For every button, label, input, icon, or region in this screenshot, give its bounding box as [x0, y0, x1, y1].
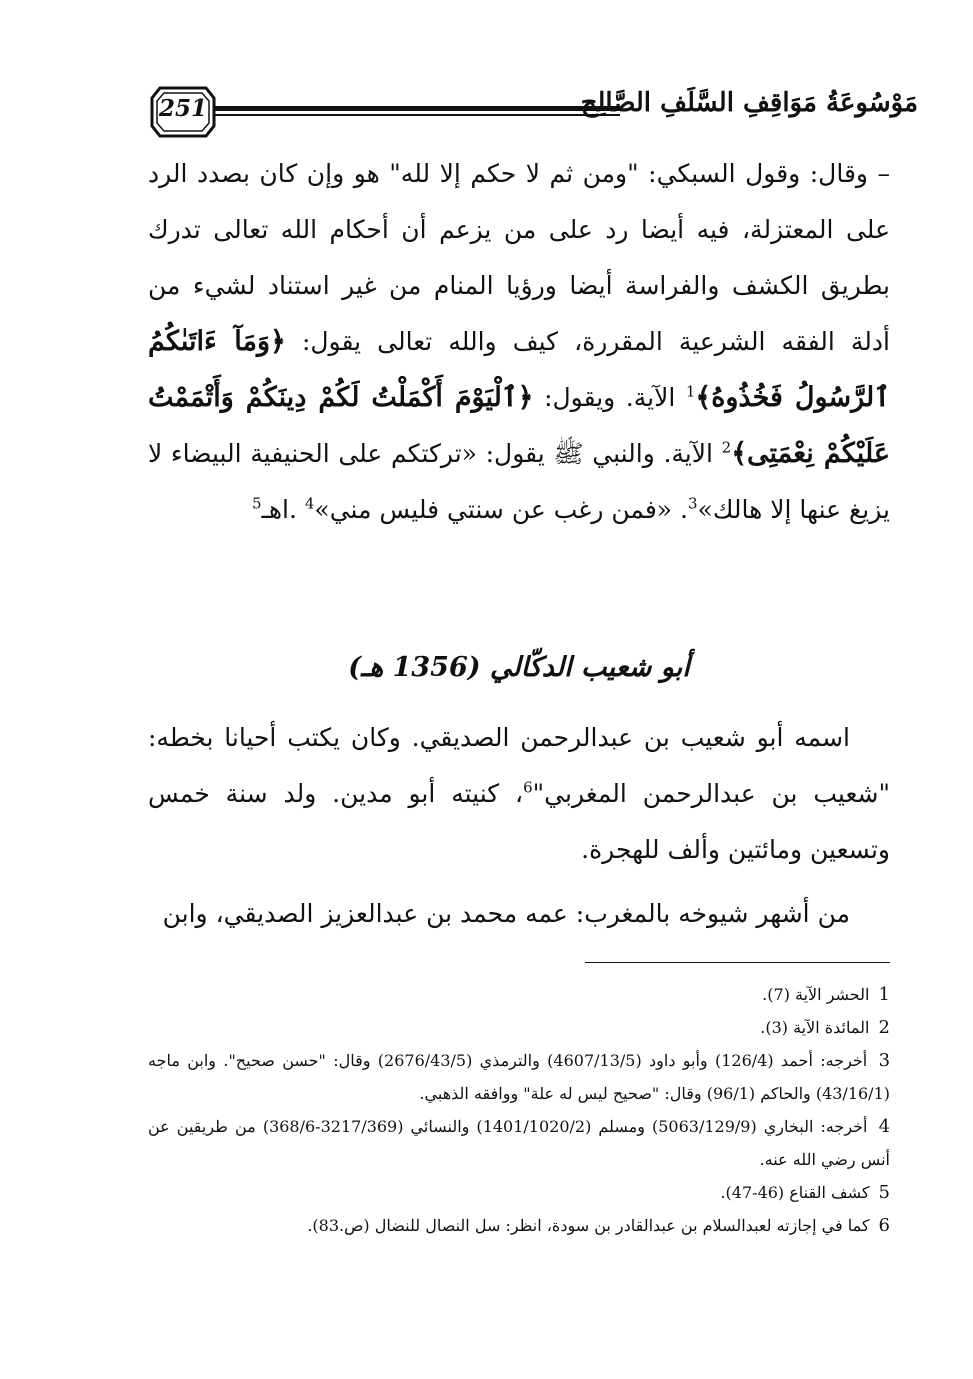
footnote-text: أخرجه: البخاري (5063/129/9) ومسلم (1401/1020/2) والنسائي (3217/369-368/6) من طريقين عن أنس رضي الله عنه.	[148, 1117, 890, 1169]
footnote	[148, 1176, 890, 1209]
main-paragraph	[148, 146, 890, 538]
text-segment: ، كنيته أبو مدين. ولد سنة خمس وتسعين ومائتين وألف للهجرة.	[148, 779, 890, 864]
footnote-text: كما في إجازته لعبدالسلام بن عبدالقادر بن سودة، انظر: سل النصال للنضال (ص.83).	[307, 1216, 870, 1235]
footnote-ref: 1	[685, 382, 696, 401]
footnote-number: 4	[878, 1116, 891, 1137]
text-segment: اسمه أبو شعيب بن عبدالرحمن الصديقي. وكان يكتب أحيانا بخطه: "شعيب بن عبدالرحمن المغربي"	[148, 723, 890, 808]
footnote-text: أخرجه: أحمد (126/4) وأبو داود (4607/13/5) والترمذي (2676/43/5) وقال: "حسن صحيح". وابن ماجه (43/16/1) والحاكم (96/1) وقال: "صحيح ليس له علة" ووافقه الذهبي.	[148, 1051, 890, 1103]
footnotes	[148, 978, 890, 1242]
bio-paragraph	[148, 710, 890, 878]
footnote-ref: 4	[304, 494, 315, 513]
text-segment: الآية. ويقول:	[544, 383, 676, 412]
footnote-ref: 6	[523, 778, 533, 797]
text-segment: .اهـ	[261, 495, 297, 524]
footnote-number: 3	[878, 1050, 891, 1071]
footnote-ref: 3	[688, 494, 698, 513]
footnote-number: 1	[878, 984, 890, 1005]
page-number: 251	[158, 95, 207, 122]
footnote-text: الحشر الآية (7).	[762, 985, 870, 1004]
text-segment: – وقال: وقول السبكي: "ومن ثم لا حكم إلا لله" هو وإن كان بصدد الرد على المعتزلة، فيه أيضا رد على من يزعم أن أحكام الله تعالى تدرك بطريق الكشف والفراسة أيضا ورؤيا المنام من غير استناد لشيء من أدلة الفقه الشرعية المقررة، كيف والله تعالى يقول:	[148, 159, 891, 356]
footnote-number: 2	[878, 1017, 890, 1038]
footnote	[148, 1044, 890, 1110]
footnote-text: المائدة الآية (3).	[760, 1018, 870, 1037]
footnote-ref: 2	[721, 438, 732, 457]
bio-paragraph: من أشهر شيوخه بالمغرب: عمه محمد بن عبدالعزيز الصديقي، وابن	[162, 899, 850, 928]
quran-verse: ﴿وَمَآ ءَاتَىٰكُمُ ٱلرَّسُولُ فَخُذُوهُ﴾	[148, 326, 891, 413]
text-segment: الآية. والنبي ﷺ يقول: «تركتكم على الحنيفية البيضاء لا يزيغ عنها إلا هالك»	[148, 439, 890, 524]
text-segment: . «فمن رغب عن سنتي فليس مني»	[314, 495, 688, 524]
biography-text	[148, 710, 890, 942]
quran-verse: ﴿ٱلْيَوْمَ أَكْمَلْتُ لَكُمْ دِينَكُمْ وَأَتْمَمْتُ عَلَيْكُمْ نِعْمَتِى﴾	[148, 382, 890, 469]
footnote	[148, 1110, 890, 1176]
series-title: مَوْسُوعَةُ مَوَاقِفِ السَّلَفِ الصَّالِح	[580, 88, 918, 118]
footnote	[148, 1209, 890, 1242]
footnote-ref: 5	[251, 494, 262, 513]
page-number-badge	[148, 84, 218, 140]
page-header	[148, 84, 918, 142]
main-text	[148, 146, 890, 538]
section-title: أبو شعيب الدكّالي (1356 هـ)	[348, 652, 690, 683]
footnote-text: كشف القناع (46-47).	[720, 1183, 870, 1202]
footnote	[148, 1011, 890, 1044]
footnote-separator	[585, 962, 890, 963]
footnote-number: 6	[878, 1215, 890, 1236]
footnote	[148, 978, 890, 1011]
footnote-number: 5	[878, 1182, 890, 1203]
